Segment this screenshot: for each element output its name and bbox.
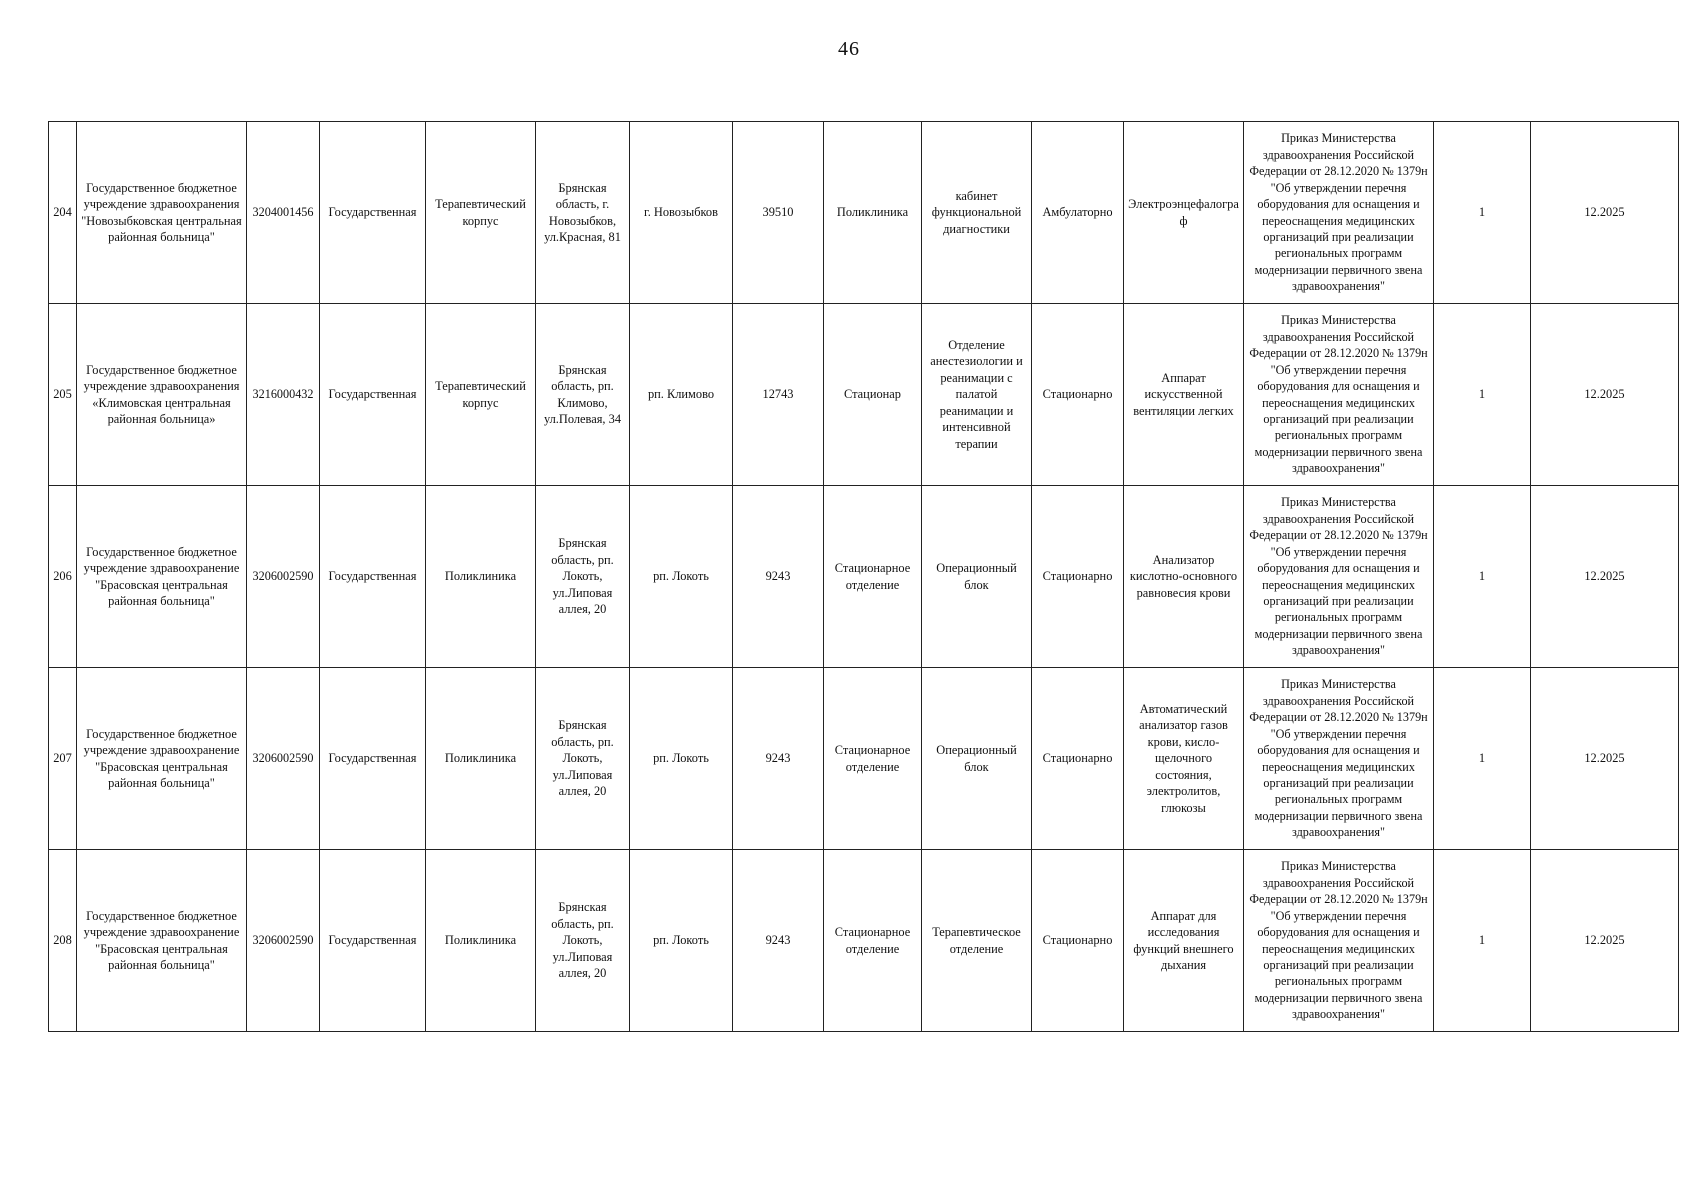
organization-name: Государственное бюджетное учреждение здравоохранение "Брасовская центральная районная больница" <box>77 850 247 1032</box>
table-row <box>49 304 1679 486</box>
table-row <box>49 486 1679 668</box>
care-form: Стационарно <box>1032 304 1124 486</box>
building: Поликлиника <box>426 668 536 850</box>
population: 9243 <box>733 668 824 850</box>
department: Операционный блок <box>922 668 1032 850</box>
settlement: рп. Локоть <box>630 486 733 668</box>
row-number: 204 <box>49 122 77 304</box>
quantity: 1 <box>1434 304 1531 486</box>
population: 12743 <box>733 304 824 486</box>
deadline: 12.2025 <box>1531 304 1679 486</box>
ownership: Государственная <box>320 486 426 668</box>
care-form: Стационарно <box>1032 668 1124 850</box>
department: кабинет функциональной диагностики <box>922 122 1032 304</box>
equipment: Электроэнцефалограф <box>1124 122 1244 304</box>
table-row <box>49 122 1679 304</box>
organization-name: Государственное бюджетное учреждение здравоохранения "Новозыбковская центральная районная больница" <box>77 122 247 304</box>
department: Отделение анестезиологии и реанимации с палатой реанимации и интенсивной терапии <box>922 304 1032 486</box>
quantity: 1 <box>1434 486 1531 668</box>
unit: Стационарное отделение <box>824 850 922 1032</box>
settlement: рп. Локоть <box>630 668 733 850</box>
unit: Стационар <box>824 304 922 486</box>
settlement: рп. Локоть <box>630 850 733 1032</box>
organization-name: Государственное бюджетное учреждение здравоохранения «Климовская центральная районная больница» <box>77 304 247 486</box>
deadline: 12.2025 <box>1531 850 1679 1032</box>
department: Терапевтическое отделение <box>922 850 1032 1032</box>
building: Поликлиника <box>426 486 536 668</box>
address: Брянская область, рп. Локоть, ул.Липовая аллея, 20 <box>536 850 630 1032</box>
ownership: Государственная <box>320 668 426 850</box>
legal-basis: Приказ Министерства здравоохранения Российской Федерации от 28.12.2020 № 1379н "Об утверждении перечня оборудования для оснащения и переоснащения медицинских организаций при реализации региональных программ модернизации первичного звена здравоохранения" <box>1244 486 1434 668</box>
equipment: Аппарат для исследования функций внешнего дыхания <box>1124 850 1244 1032</box>
organization-name: Государственное бюджетное учреждение здравоохранение "Брасовская центральная районная больница" <box>77 486 247 668</box>
row-number: 207 <box>49 668 77 850</box>
care-form: Стационарно <box>1032 486 1124 668</box>
ownership: Государственная <box>320 304 426 486</box>
building: Поликлиника <box>426 850 536 1032</box>
deadline: 12.2025 <box>1531 486 1679 668</box>
quantity: 1 <box>1434 122 1531 304</box>
inn: 3204001456 <box>247 122 320 304</box>
row-number: 205 <box>49 304 77 486</box>
deadline: 12.2025 <box>1531 122 1679 304</box>
equipment: Анализатор кислотно-основного равновесия крови <box>1124 486 1244 668</box>
table-row <box>49 668 1679 850</box>
building: Терапевтический корпус <box>426 304 536 486</box>
table-row <box>49 850 1679 1032</box>
department: Операционный блок <box>922 486 1032 668</box>
address: Брянская область, рп. Локоть, ул.Липовая аллея, 20 <box>536 668 630 850</box>
address: Брянская область, рп. Климово, ул.Полевая, 34 <box>536 304 630 486</box>
row-number: 206 <box>49 486 77 668</box>
inn: 3216000432 <box>247 304 320 486</box>
unit: Поликлиника <box>824 122 922 304</box>
care-form: Стационарно <box>1032 850 1124 1032</box>
address: Брянская область, рп. Локоть, ул.Липовая аллея, 20 <box>536 486 630 668</box>
unit: Стационарное отделение <box>824 486 922 668</box>
legal-basis: Приказ Министерства здравоохранения Российской Федерации от 28.12.2020 № 1379н "Об утверждении перечня оборудования для оснащения и переоснащения медицинских организаций при реализации региональных программ модернизации первичного звена здравоохранения" <box>1244 668 1434 850</box>
legal-basis: Приказ Министерства здравоохранения Российской Федерации от 28.12.2020 № 1379н "Об утверждении перечня оборудования для оснащения и переоснащения медицинских организаций при реализации региональных программ модернизации первичного звена здравоохранения" <box>1244 122 1434 304</box>
care-form: Амбулаторно <box>1032 122 1124 304</box>
settlement: г. Новозыбков <box>630 122 733 304</box>
inn: 3206002590 <box>247 486 320 668</box>
ownership: Государственная <box>320 850 426 1032</box>
settlement: рп. Климово <box>630 304 733 486</box>
building: Терапевтический корпус <box>426 122 536 304</box>
legal-basis: Приказ Министерства здравоохранения Российской Федерации от 28.12.2020 № 1379н "Об утверждении перечня оборудования для оснащения и переоснащения медицинских организаций при реализации региональных программ модернизации первичного звена здравоохранения" <box>1244 850 1434 1032</box>
equipment: Аппарат искусственной вентиляции легких <box>1124 304 1244 486</box>
population: 9243 <box>733 850 824 1032</box>
legal-basis: Приказ Министерства здравоохранения Российской Федерации от 28.12.2020 № 1379н "Об утверждении перечня оборудования для оснащения и переоснащения медицинских организаций при реализации региональных программ модернизации первичного звена здравоохранения" <box>1244 304 1434 486</box>
quantity: 1 <box>1434 850 1531 1032</box>
inn: 3206002590 <box>247 668 320 850</box>
address: Брянская область, г. Новозыбков, ул.Красная, 81 <box>536 122 630 304</box>
ownership: Государственная <box>320 122 426 304</box>
row-number: 208 <box>49 850 77 1032</box>
equipment: Автоматический анализатор газов крови, кисло-щелочного состояния, электролитов, глюкозы <box>1124 668 1244 850</box>
population: 39510 <box>733 122 824 304</box>
quantity: 1 <box>1434 668 1531 850</box>
deadline: 12.2025 <box>1531 668 1679 850</box>
unit: Стационарное отделение <box>824 668 922 850</box>
page-number: 46 <box>838 38 860 60</box>
organization-name: Государственное бюджетное учреждение здравоохранение "Брасовская центральная районная больница" <box>77 668 247 850</box>
inn: 3206002590 <box>247 850 320 1032</box>
equipment-table <box>48 121 1679 1032</box>
population: 9243 <box>733 486 824 668</box>
